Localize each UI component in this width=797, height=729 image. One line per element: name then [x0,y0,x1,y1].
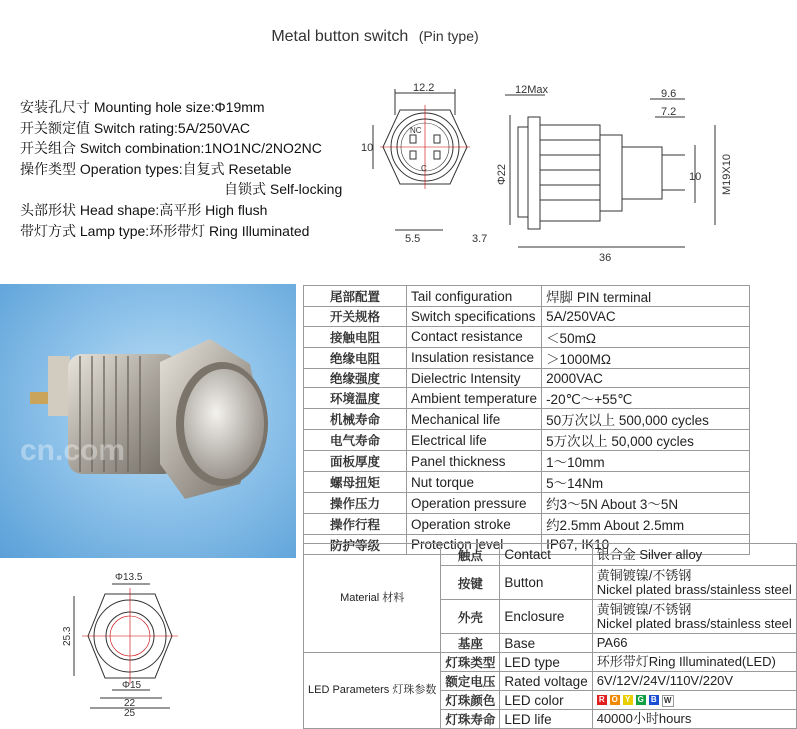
led-color-swatch: W [662,695,674,707]
spec-row: 电气寿命 Electrical life 5万次以上 50,000 cycles [304,430,750,451]
led-group-label: LED Parameters 灯珠参数 [304,653,441,729]
spec-row: 绝缘电阻 Insulation resistance ＞1000MΩ [304,347,750,368]
spec-op-resetable: 操作类型 Operation types:自复式 Resetable [20,160,292,177]
spec-row: 操作压力 Operation pressure 约3～5N About 3～5N [304,493,750,514]
spec-row: 机械寿命 Mechanical life 50万次以上 500,000 cycles [304,409,750,430]
product-photo [0,284,296,558]
spec-row: 开关规格 Switch specifications 5A/250VAC [304,307,750,327]
dim-pin-h: 10 [689,171,702,183]
spec-row: 环境温度 Ambient temperature -20℃～+55℃ [304,388,750,409]
spec-rating: 开关额定值 Switch rating:5A/250VAC [20,119,251,136]
dim-mount-w2: 25 [124,708,136,719]
spec-row: 接触电阻 Contact resistance ＜50mΩ [304,326,750,347]
dim-mount-h: 25.3 [62,626,73,646]
spec-row: 螺母扭矩 Nut torque 5～14Nm [304,472,750,493]
dim-front-d1: 5.5 [405,233,421,245]
led-color-swatches [597,695,674,707]
led-color-swatch: B [649,695,659,705]
label-nc: NC [410,126,422,135]
watermark: cn.com [20,434,126,467]
dim-mount-w1: 22 [124,698,136,709]
dim-pin-w2: 7.2 [661,106,677,118]
dim-side-total: 36 [599,252,612,264]
spec-row: 面板厚度 Panel thickness 1～10mm [304,451,750,472]
spec-table [303,285,750,555]
spec-op-selflock: 自锁式 Self-locking [224,181,343,198]
dim-side-len: 12Max [515,84,549,96]
spec-list [20,97,342,241]
spec-head: 头部形状 Head shape:高平形 High flush [20,201,268,218]
dim-pin-w1: 9.6 [661,88,677,100]
spec-hole: 安装孔尺寸 Mounting hole size:Φ19mm [20,99,265,115]
technical-drawing [355,82,745,265]
led-color-swatch: Y [623,695,633,705]
page-title: Metal button switch (Pin type) [271,28,479,45]
label-c: C [421,164,427,173]
led-color-swatch: R [597,695,607,705]
spec-combo: 开关组合 Switch combination:1NO1NC/2NO2NC [20,140,322,157]
dim-front-d2: 3.7 [472,233,488,245]
spec-row: 尾部配置 Tail configuration 焊脚 PIN terminal [304,286,750,307]
led-color-swatch: G [637,694,644,704]
spec-lamp: 带灯方式 Lamp type:环形带灯 Ring Illuminated [20,222,310,239]
front-view [373,89,470,230]
spec-row: 防护等级 Protection level IP67, IK10 [304,535,750,555]
dim-mount-d1: Φ13.5 [115,572,143,583]
led-color-swatch: O [611,694,618,704]
dim-mount-d2: Φ15 [122,680,142,691]
dim-front-height: 10 [361,142,374,154]
spec-row: 绝缘强度 Dielectric Intensity 2000VAC [304,368,750,388]
switch-illustration [0,284,296,558]
mounting-drawing [60,566,220,719]
dim-thread: M19X10 [721,154,733,195]
dim-side-dia: Φ22 [496,163,508,185]
side-view [505,95,715,247]
material-led-table: Material 材料 触点 Contact 银合金 Silver alloy 按键 Button 黄铜镀镍/不锈钢 Nickel plated brass/stainless steel 外壳 Enclosure 黄铜镀镍/不锈钢 Nickel plated brass/stainless steel 基座 Base PA66 LED Parameters 灯珠参数 灯珠类型 LED type 环形带灯Ring Illuminated(LED) 额定电压 Rated voltage 6V/12V/24V/110V/220V 灯珠颜色 LED color R O Y G B W 灯珠寿命 LED life 40000小时hours [303,543,797,729]
spec-row: 操作行程 Operation stroke 约2.5mm About 2.5mm [304,514,750,535]
dim-front-width: 12.2 [413,82,435,94]
material-group-label: Material 材料 [304,544,441,653]
